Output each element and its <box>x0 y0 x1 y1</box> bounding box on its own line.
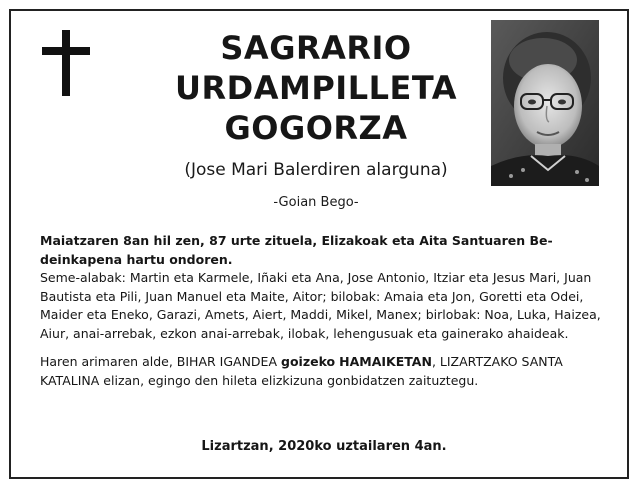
name-line-2: URDAMPILLETA <box>175 69 457 107</box>
cross-icon <box>42 30 90 96</box>
family-list: Seme-alabak: Martin eta Karmele, Iñaki eta Ana, Jose Antonio, Itziar eta Jesus Mari, Juan Bautista eta Pili, Juan Manuel eta Maite, Aitor; bilobak: Amaia eta Jon, Goretti eta Odei, Maider eta Eneko, Garazi, Amets, Aiert, Maddi, Mikel, Manex; birlobak: Noa, Luka, Haizea, Aiur, anai-arrebak, ezkon anai-arrebak, ilobak, lehengusuak eta gainerako ahaideak. <box>40 270 601 341</box>
funeral-service-notice <box>40 353 608 390</box>
obituary-body <box>40 232 608 390</box>
service-text-1: Haren arimaren alde, <box>40 354 177 369</box>
service-church: LIZARTZAKO SANTA KATALINA <box>40 354 563 388</box>
death-announcement: Maiatzaren 8an hil zen, 87 urte zituela, Elizakoak eta Aita Santuaren Be-deinkapena hartu ondoren. <box>40 233 553 267</box>
portrait-photo <box>491 20 599 186</box>
name-line-3: GOGORZA <box>224 109 408 147</box>
service-time-prefix: goizeko <box>281 354 336 369</box>
service-text-4: elizan, egingo den hileta elizkizuna gonbidatzen zaituztegu. <box>99 372 479 388</box>
deceased-name <box>160 28 472 148</box>
service-time: HAMAIKETAN <box>339 354 432 369</box>
widow-of-subtitle: (Jose Mari Balerdiren alarguna) <box>184 160 448 180</box>
name-line-1: SAGRARIO <box>220 29 412 67</box>
place-and-date: Lizartzan, 2020ko uztailaren 4an. <box>201 439 447 454</box>
goian-bego: -Goian Bego- <box>273 195 359 210</box>
service-day: BIHAR IGANDEA <box>176 354 278 369</box>
service-text-3: , <box>431 354 440 369</box>
